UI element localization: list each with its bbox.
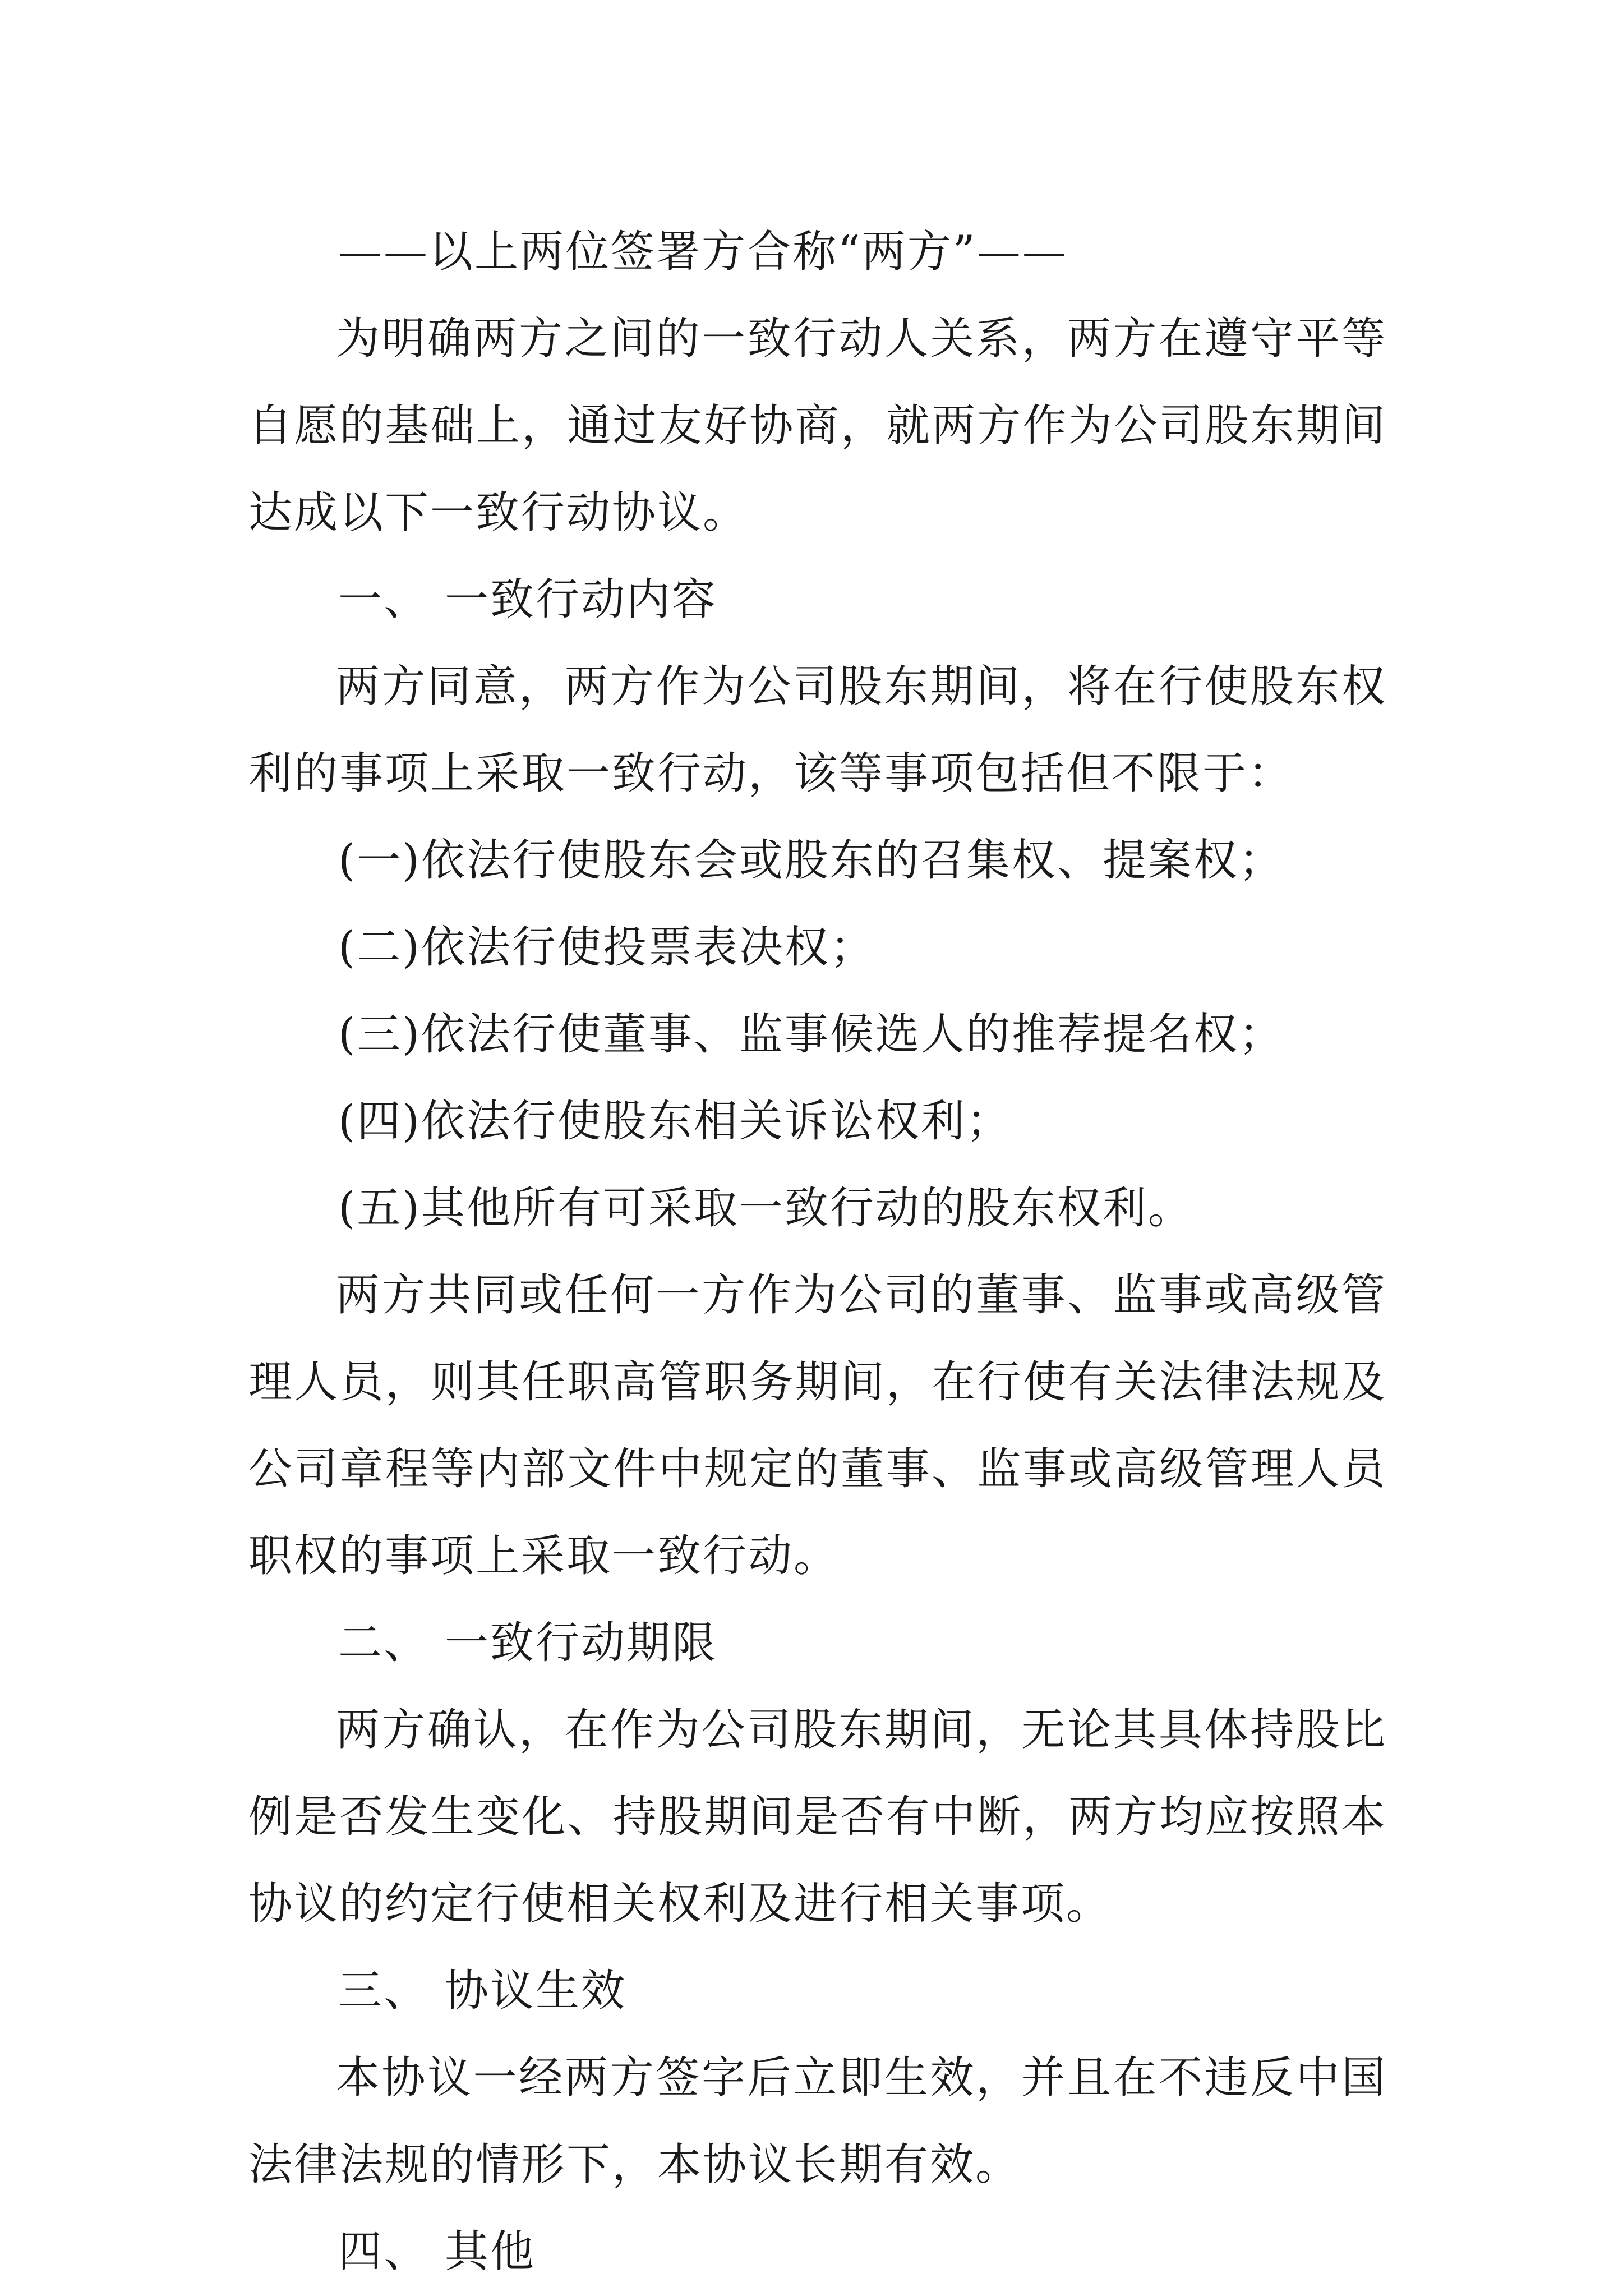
list-item: (一)依法行使股东会或股东的召集权、提案权； [338, 835, 1284, 886]
section-title: 一致行动期限 [445, 1618, 718, 1668]
section-number: 一、 [338, 574, 430, 625]
list-item: (三)依法行使董事、监事候选人的推荐提名权； [338, 1009, 1284, 1060]
section-heading-1 [248, 556, 1387, 643]
section-title: 其他 [445, 2226, 536, 2277]
list-item: (四)依法行使股东相关诉讼权利； [338, 1096, 1012, 1147]
section-title: 协议生效 [445, 1966, 627, 2016]
list-item: (二)依法行使投票表决权； [338, 922, 875, 973]
list-item: (五)其他所有可采取一致行动的股东权利。 [338, 1183, 1193, 1234]
section-1-paragraph-2: 两方共同或任何一方作为公司的董事、监事或高级管理人员，则其任职高管职务期间，在行使有关法律法规及公司章程等内部文件中规定的董事、监事或高级管理人员职权的事项上采取一致行动。 [248, 1270, 1387, 1581]
section-heading-3 [248, 1948, 1387, 2035]
section-2-paragraph: 两方确认，在作为公司股东期间，无论其具体持股比例是否发生变化、持股期间是否有中断，两方均应按照本协议的约定行使相关权利及进行相关事项。 [248, 1705, 1387, 1929]
intro-line: ——以上两位签署方合称“两方”—— [338, 227, 1068, 277]
section-heading-2 [248, 1600, 1387, 1687]
document-body [248, 209, 1387, 2295]
section-number: 三、 [338, 1966, 430, 2016]
section-3-paragraph: 本协议一经两方签字后立即生效，并且在不违反中国法律法规的情形下，本协议长期有效。 [248, 2053, 1387, 2190]
purpose-paragraph: 为明确两方之间的一致行动人关系，两方在遵守平等自愿的基础上，通过友好协商，就两方作为公司股东期间达成以下一致行动协议。 [248, 314, 1387, 538]
section-heading-4 [248, 2208, 1387, 2295]
section-1-paragraph: 两方同意，两方作为公司股东期间，将在行使股东权利的事项上采取一致行动，该等事项包括但不限于： [248, 661, 1387, 799]
section-number: 二、 [338, 1618, 430, 1668]
section-title: 一致行动内容 [445, 574, 718, 625]
section-number: 四、 [338, 2226, 430, 2277]
